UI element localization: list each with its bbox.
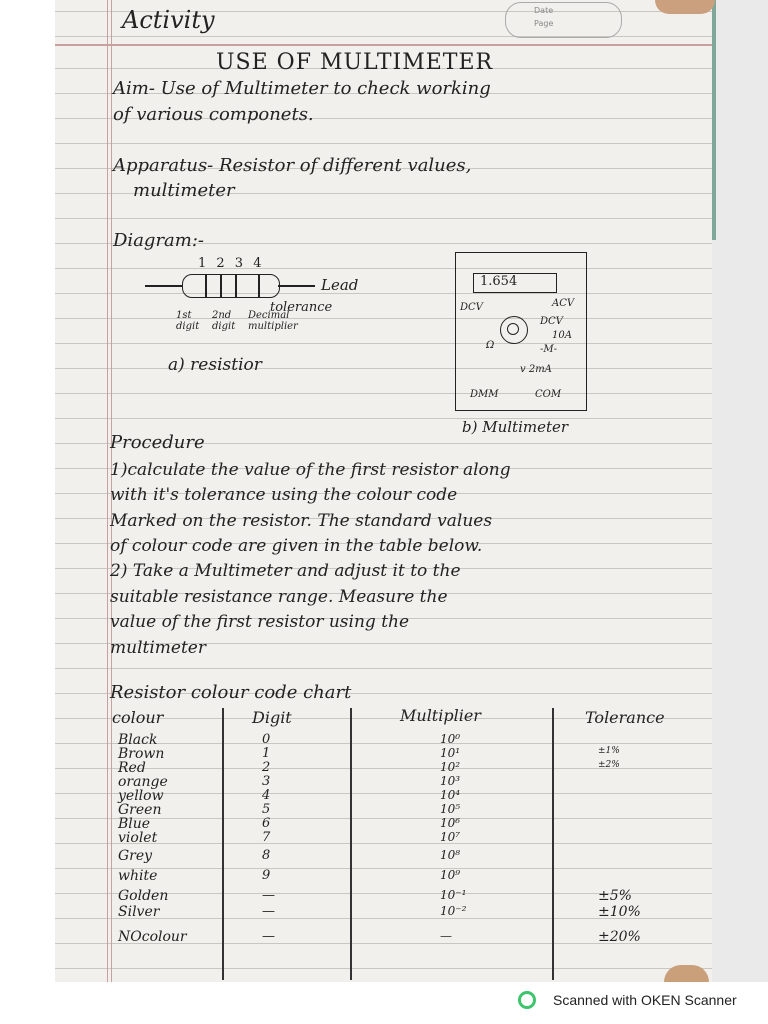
table-cell-multiplier: 10¹ [440, 746, 461, 760]
dcv2-label: DCV [540, 316, 563, 327]
table-cell-multiplier: 10⁵ [440, 802, 461, 816]
chart-heading: Resistor colour code chart [110, 682, 352, 703]
resistor-band-4 [258, 274, 260, 298]
page-edge-background [712, 0, 768, 982]
multimeter-caption: b) Multimeter [462, 418, 569, 436]
resistor-lead-left [145, 285, 182, 287]
thumb-top [655, 0, 715, 14]
tolerance-label: tolerance [270, 300, 333, 315]
procedure-line: 2) Take a Multimeter and adjust it to the [110, 561, 461, 581]
table-cell-multiplier: 10⁰ [440, 732, 461, 746]
procedure-line: suitable resistance range. Measure the [110, 587, 448, 607]
resistor-caption: a) resistior [168, 355, 262, 375]
aim-line-1: Aim- Use of Multimeter to check working [113, 78, 491, 99]
table-cell-digit: 2 [262, 760, 271, 775]
column-header-multiplier: Multiplier [400, 706, 481, 725]
multimeter-display: 1.654 [480, 274, 518, 289]
column-header-digit: Digit [252, 708, 292, 727]
procedure-line: with it's tolerance using the colour code [110, 485, 458, 505]
table-divider [222, 708, 224, 980]
activity-heading: Activity [122, 6, 215, 34]
table-cell-digit: 5 [262, 802, 271, 817]
table-cell-tolerance: ±1% [598, 746, 620, 756]
diagram-heading: Diagram:- [113, 230, 204, 251]
apparatus-line-1: Apparatus- Resistor of different values, [113, 155, 472, 176]
table-cell-tolerance: ±2% [598, 760, 620, 770]
table-divider [350, 708, 352, 980]
aim-line-2: of various componets. [113, 104, 314, 125]
table-cell-colour: Silver [118, 904, 160, 920]
table-cell-digit: — [262, 929, 275, 944]
table-cell-digit: 1 [262, 746, 271, 761]
column-header-tolerance: Tolerance [585, 708, 665, 727]
page-edge-bar [712, 0, 716, 240]
scanner-logo-icon [518, 991, 536, 1009]
resistor-lead-right [278, 285, 315, 287]
m-label: -M- [540, 344, 557, 355]
table-cell-digit: 4 [262, 788, 271, 803]
10a-label: 10A [552, 330, 572, 341]
thumb-bottom [664, 965, 709, 982]
table-cell-colour: NOcolour [118, 929, 187, 945]
table-cell-digit: — [262, 888, 275, 903]
table-cell-digit: 3 [262, 774, 271, 789]
second-digit-label: 2nd digit [212, 310, 236, 332]
procedure-line: of colour code are given in the table below. [110, 536, 483, 556]
page-title: USE OF MULTIMETER [216, 50, 494, 75]
left-margin-line [107, 0, 108, 982]
table-cell-multiplier: 10² [440, 760, 461, 774]
resistor-band-3 [235, 274, 237, 298]
table-cell-digit: 7 [262, 830, 271, 845]
table-cell-colour: Blue [118, 816, 151, 832]
selector-knob-center [507, 323, 519, 335]
scanner-footer-text: Scanned with OKEN Scanner [553, 992, 737, 1008]
procedure-line: 1)calculate the value of the first resistor along [110, 460, 511, 480]
table-cell-multiplier: 10⁸ [440, 848, 461, 862]
procedure-line: value of the first resistor using the [110, 612, 410, 632]
column-header-colour: colour [112, 708, 164, 727]
table-cell-digit: 9 [262, 868, 271, 883]
table-cell-multiplier: 10⁻¹ [440, 888, 467, 902]
table-cell-colour: Brown [118, 746, 165, 762]
procedure-heading: Procedure [110, 432, 205, 453]
page-label: Page [534, 19, 554, 28]
top-margin-line [55, 44, 712, 46]
table-cell-colour: orange [118, 774, 168, 790]
table-cell-multiplier: 10⁹ [440, 868, 461, 882]
table-cell-colour: yellow [118, 788, 164, 804]
table-cell-colour: white [118, 868, 158, 884]
dmm-label: DMM [470, 389, 499, 400]
date-page-box [505, 2, 622, 38]
ohm-label: Ω [486, 340, 495, 351]
procedure-line: multimeter [110, 638, 206, 658]
band-numbers: 1 2 3 4 [198, 256, 265, 271]
table-cell-colour: violet [118, 830, 158, 846]
table-cell-multiplier: — [440, 929, 452, 943]
table-cell-colour: Grey [118, 848, 153, 864]
table-divider [552, 708, 554, 980]
date-label: Date [534, 6, 554, 15]
table-cell-colour: Golden [118, 888, 169, 904]
v2ma-label: v 2mA [520, 364, 552, 375]
com-label: COM [535, 389, 562, 400]
resistor-band-1 [205, 274, 207, 298]
table-cell-digit: 6 [262, 816, 271, 831]
dcv-label: DCV [460, 302, 483, 313]
table-cell-tolerance: ±10% [598, 904, 641, 920]
table-cell-multiplier: 10³ [440, 774, 461, 788]
table-cell-colour: Red [118, 760, 146, 776]
procedure-line: Marked on the resistor. The standard values [110, 511, 493, 531]
first-digit-label: 1st digit [176, 310, 200, 332]
table-cell-tolerance: ±5% [598, 888, 632, 904]
resistor-band-2 [220, 274, 222, 298]
table-cell-multiplier: 10⁷ [440, 830, 461, 844]
table-cell-multiplier: 10⁴ [440, 788, 461, 802]
lead-label: Lead [321, 276, 359, 294]
table-cell-digit: 8 [262, 848, 271, 863]
table-cell-digit: 0 [262, 732, 271, 747]
acv-label: ACV [552, 298, 575, 309]
table-cell-multiplier: 10⁶ [440, 816, 461, 830]
decimal-multiplier-label: Decimal multiplier [248, 310, 298, 332]
table-cell-colour: Green [118, 802, 162, 818]
table-cell-multiplier: 10⁻² [440, 904, 467, 918]
resistor-body [182, 274, 280, 298]
table-cell-colour: Black [118, 732, 158, 748]
apparatus-line-2: multimeter [133, 180, 235, 201]
table-cell-tolerance: ±20% [598, 929, 641, 945]
table-cell-digit: — [262, 904, 275, 919]
